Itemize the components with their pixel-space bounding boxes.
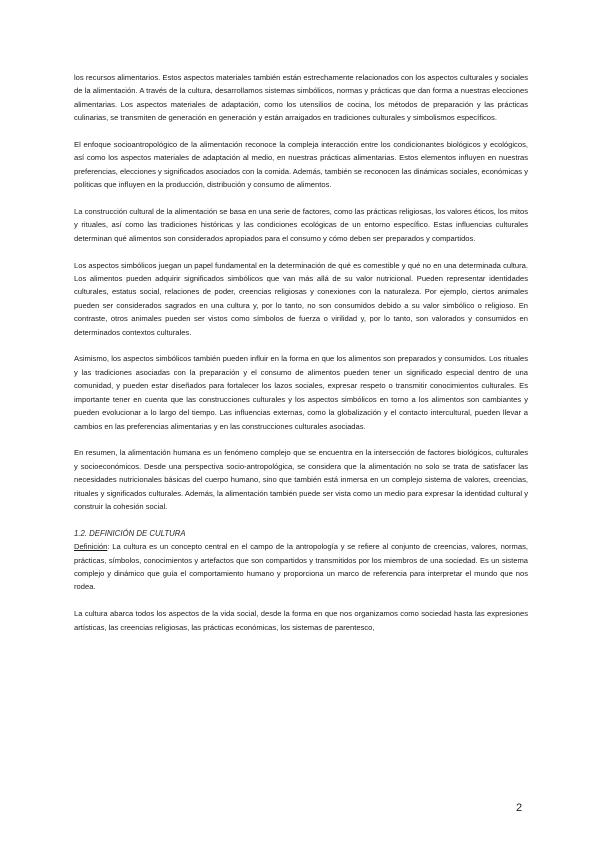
paragraph-cultural-construction: La construcción cultural de la alimentación se basa en una serie de factores, como las prácticas religiosas, los valores éticos, los mitos y rituales, así como las tradiciones históricas y las condiciones ecológicas de un entorno específico. Estas influencias culturales determinan qué alimentos son considerados apropiados para el consumo y cómo deben ser preparados y compartidos. bbox=[74, 207, 528, 243]
paragraph-summary: En resumen, la alimentación humana es un fenómeno complejo que se encuentra en la intersección de factores biológicos, culturales y socioeconómicos. Desde una perspectiva socio-antropológica, se considera que la alimentación no solo se trata de satisfacer las necesidades nutricionales básicas del cuerpo humano, sino que también está inmersa en un complejo sistema de valores, creencias, rituales y significados culturales. Además, la alimentación también puede ser vista como un medio para expresar la identidad cultural y construir la cohesión social. bbox=[74, 448, 528, 511]
section-heading: 1.2. DEFINICIÓN DE CULTURA bbox=[74, 528, 186, 538]
paragraph-rituals-traditions: Asimismo, los aspectos simbólicos también pueden influir en la forma en que los alimentos son preparados y consumidos. Los rituales y las tradiciones asociadas con la preparación y el consumo de alimentos pueden tener un significado especial dentro de una comunidad, y pueden estar diseñados para fortalecer los lazos sociales, expresar respeto o transmitir conocimientos culturales. Es importante tener en cuenta que las construcciones culturales y los aspectos simbólicos en torno a los alimentos son cambiantes y pueden evolucionar a lo largo del tiempo. Las influencias externas, como la globalización y el contacto intercultural, pueden llevar a cambios en las preferencias alimentarias y en las construcciones culturales asociadas. bbox=[74, 354, 528, 431]
paragraph-culture-scope: La cultura abarca todos los aspectos de la vida social, desde la forma en que nos organizamos como sociedad hasta las expresiones artísticas, las creencias religiosas, las prácticas económicas, los sistemas de parentesco, bbox=[74, 609, 528, 632]
paragraph-material-aspects: los recursos alimentarios. Estos aspectos materiales también están estrechamente relacionados con los aspectos culturales y sociales de la alimentación. A través de la cultura, desarrollamos sistemas simbólicos, normas y prácticas que dan forma a nuestras elecciones alimentarias. Los aspectos materiales de adaptación, como los utensilios de cocina, los métodos de preparación y las prácticas culinarias, se transmiten de generación en generación y están arraigados en tradiciones culturales y simbolismos específicos. bbox=[74, 73, 528, 123]
definition-label: Definición bbox=[74, 542, 108, 552]
page-body bbox=[74, 71, 528, 647]
definition-separator: : bbox=[107, 542, 113, 552]
definition-paragraph bbox=[74, 540, 528, 594]
paragraph-symbolic-aspects: Los aspectos simbólicos juegan un papel fundamental en la determinación de qué es comestible y qué no en una determinada cultura. Los alimentos pueden adquirir significados simbólicos que van más allá de su valor nutricional. Pueden representar identidades culturales, estatus social, relaciones de poder, creencias religiosas y conexiones con la naturaleza. Por ejemplo, ciertos animales pueden ser considerados sagrados en una cultura y, por lo tanto, no son consumidos debido a su valor simbólico o religioso. En contraste, otros animales pueden ser vistos como símbolos de fuerza o virilidad y, por lo tanto, son valorados y consumidos en determinados contextos culturales. bbox=[74, 260, 528, 337]
page-number: 2 bbox=[516, 802, 523, 814]
definition-text: La cultura es un concepto central en el campo de la antropología y se refiere al conjunto de creencias, valores, normas, prácticas, símbolos, conocimientos y artefactos que son compartidos y transmitidos por los miembros de una sociedad. Es un sistema complejo y dinámico que guía el comportamiento humano y proporciona un marco de referencia para interpretar el mundo que nos rodea. bbox=[74, 542, 528, 592]
paragraph-socioanthropological-approach: El enfoque socioantropológico de la alimentación reconoce la compleja interacción entre los condicionantes biológicos y ecológicos, así como los aspectos materiales de adaptación al medio, en nuestras prácticas alimentarias. Estos elementos influyen en nuestras preferencias, elecciones y significados asociados con la comida. Además, también se reconocen las dinámicas sociales, económicas y políticas que influyen en la producción, distribución y consumo de alimentos. bbox=[74, 140, 528, 190]
